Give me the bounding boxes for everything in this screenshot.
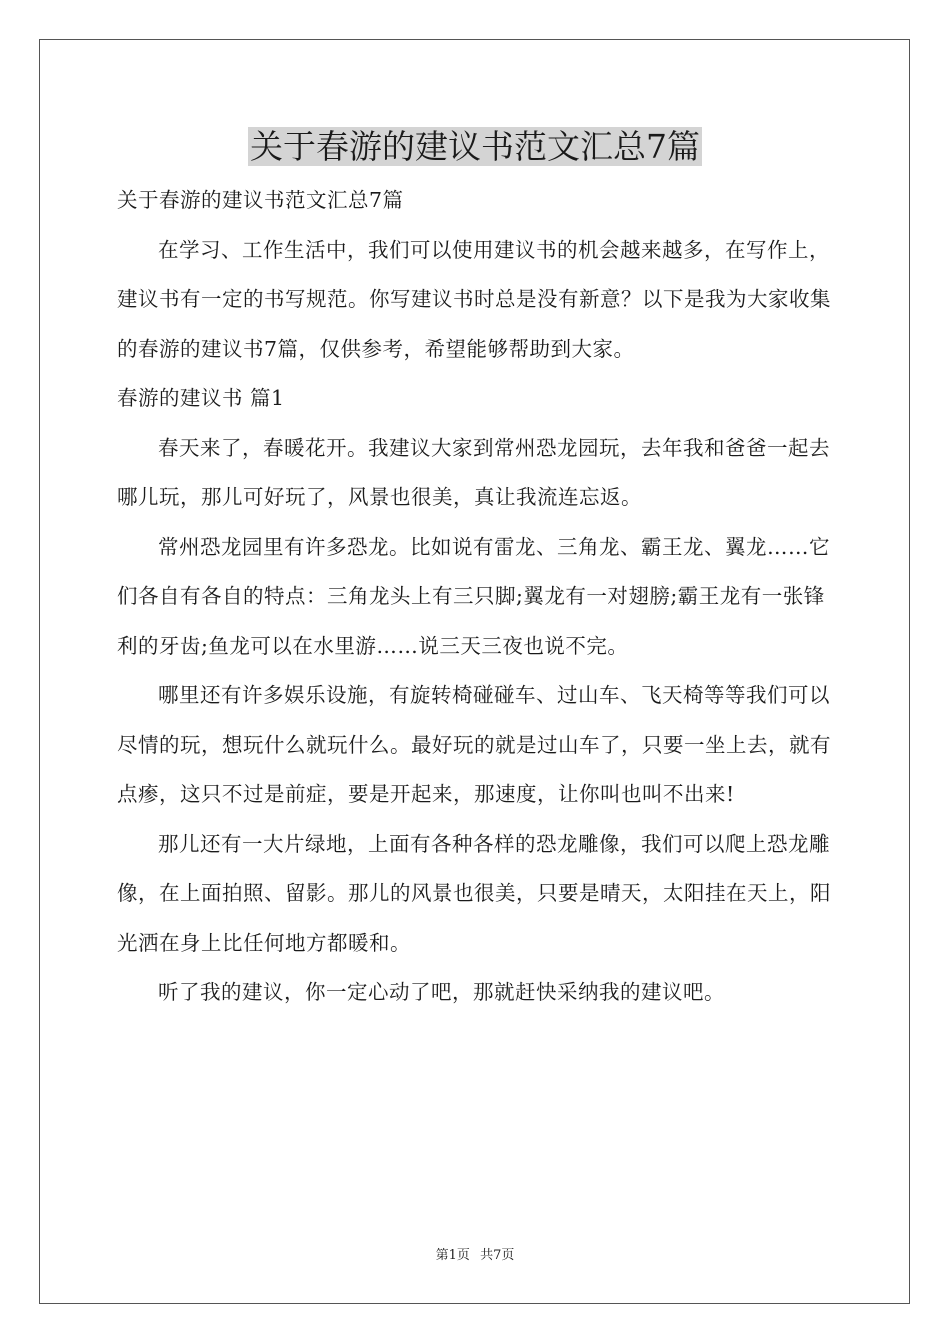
document-body	[117, 176, 833, 1018]
page-total: 共7页	[480, 1248, 515, 1263]
section-heading: 春游的建议书 篇1	[117, 386, 285, 410]
intro-paragraph: 在学习、工作生活中，我们可以使用建议书的机会越来越多，在写作上，建议书有一定的书写规范。你写建议书时总是没有新意？以下是我为大家收集的春游的建议书7篇，仅供参考，希望能够帮助到大家。	[117, 237, 831, 361]
body-paragraph: 听了我的建议，你一定心动了吧，那就赶快采纳我的建议吧。	[158, 980, 725, 1004]
document-title-text: 关于春游的建议书范文汇总7篇	[250, 127, 700, 166]
body-paragraph: 春天来了，春暖花开。我建议大家到常州恐龙园玩，去年我和爸爸一起去哪儿玩，那儿可好玩了，风景也很美，真让我流连忘返。	[117, 435, 830, 509]
page-number: 第1页	[435, 1248, 470, 1263]
document-subtitle: 关于春游的建议书范文汇总7篇	[117, 188, 404, 212]
document-title	[0, 124, 950, 170]
body-paragraph: 那儿还有一大片绿地，上面有各种各样的恐龙雕像，我们可以爬上恐龙雕像，在上面拍照、留影。那儿的风景也很美，只要是晴天，太阳挂在天上，阳光洒在身上比任何地方都暖和。	[117, 831, 831, 955]
body-paragraph: 哪里还有许多娱乐设施，有旋转椅碰碰车、过山车、飞天椅等等我们可以尽情的玩，想玩什么就玩什么。最好玩的就是过山车了，只要一坐上去，就有点瘆，这只不过是前症，要是开起来，那速度，让你叫也叫不出来!	[117, 683, 831, 806]
body-paragraph: 常州恐龙园里有许多恐龙。比如说有雷龙、三角龙、霸王龙、翼龙……它们各自有各自的特点：三角龙头上有三只脚;翼龙有一对翅膀;霸王龙有一张锋利的牙齿;鱼龙可以在水里游……说三天三夜也说不完。	[117, 534, 830, 658]
page-footer	[0, 1246, 950, 1266]
